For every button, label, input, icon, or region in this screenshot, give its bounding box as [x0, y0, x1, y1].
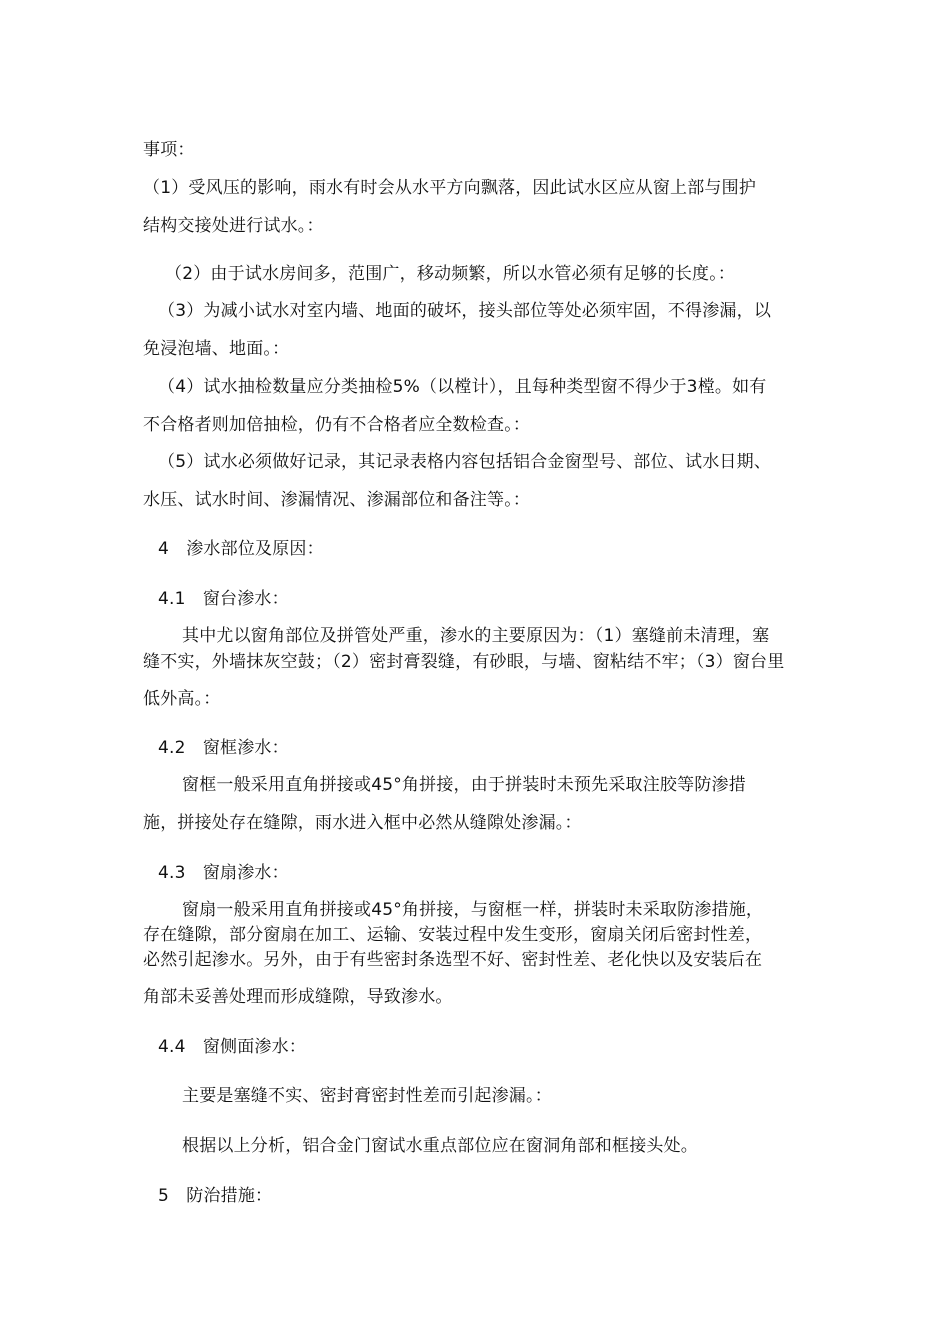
- text-line: 施，拼接处存在缝隙，雨水进入框中必然从缝隙处渗漏。：: [143, 813, 582, 833]
- text-line: （4）试水抽检数量应分类抽检5%（以樘计），且每种类型窗不得少于3樘。如有: [158, 377, 767, 397]
- text-line: 窗框一般采用直角拼接或45°角拼接，由于拼装时未预先采取注胶等防渗措: [182, 775, 746, 795]
- text-line: 窗扇一般采用直角拼接或45°角拼接，与窗框一样，拼装时未采取防渗措施，: [182, 900, 764, 920]
- subsection-heading: 4.3 窗扇渗水：: [158, 863, 289, 883]
- text-line: 根据以上分析，铝合金门窗试水重点部位应在窗洞角部和框接头处。: [182, 1136, 698, 1156]
- text-line: 其中尤以窗角部位及拼管处严重，渗水的主要原因为：（1）塞缝前未清理，塞: [182, 626, 770, 646]
- text-line: 必然引起渗水。另外，由于有些密封条选型不好、密封性差、老化快以及安装后在: [143, 950, 763, 970]
- subsection-heading: 4.4 窗侧面渗水：: [158, 1037, 307, 1057]
- subsection-heading: 4.2 窗框渗水：: [158, 738, 289, 758]
- section-heading: 4 渗水部位及原因：: [158, 539, 324, 559]
- text-line: 低外高。：: [143, 689, 221, 709]
- text-line: 缝不实，外墙抹灰空鼓；（2）密封膏裂缝，有砂眼，与墙、窗粘结不牢；（3）窗台里: [143, 652, 785, 672]
- text-line: （2）由于试水房间多，范围广，移动频繁，所以水管必须有足够的长度。：: [165, 264, 736, 284]
- text-line: 主要是塞缝不实、密封膏密封性差而引起渗漏。：: [182, 1086, 552, 1106]
- text-line: 结构交接处进行试水。：: [143, 216, 324, 236]
- text-line: （1）受风压的影响，雨水有时会从水平方向飘落，因此试水区应从窗上部与围护: [143, 178, 757, 198]
- text-line: 存在缝隙，部分窗扇在加工、运输、安装过程中发生变形，窗扇关闭后密封性差，: [143, 925, 763, 945]
- text-line: 免浸泡墙、地面。：: [143, 339, 290, 359]
- subsection-heading: 4.1 窗台渗水：: [158, 589, 289, 609]
- section-heading: 5 防治措施：: [158, 1186, 273, 1206]
- text-line: 水压、试水时间、渗漏情况、渗漏部位和备注等。：: [143, 490, 531, 510]
- text-line: 事项：: [143, 140, 195, 160]
- text-line: 角部未妥善处理而形成缝隙，导致渗水。: [143, 987, 453, 1007]
- text-line: 不合格者则加倍抽检，仍有不合格者应全数检查。：: [143, 415, 531, 435]
- text-line: （3）为减小试水对室内墙、地面的破坏，接头部位等处必须牢固，不得渗漏，以: [158, 301, 772, 321]
- text-line: （5）试水必须做好记录，其记录表格内容包括铝合金窗型号、部位、试水日期、: [158, 452, 772, 472]
